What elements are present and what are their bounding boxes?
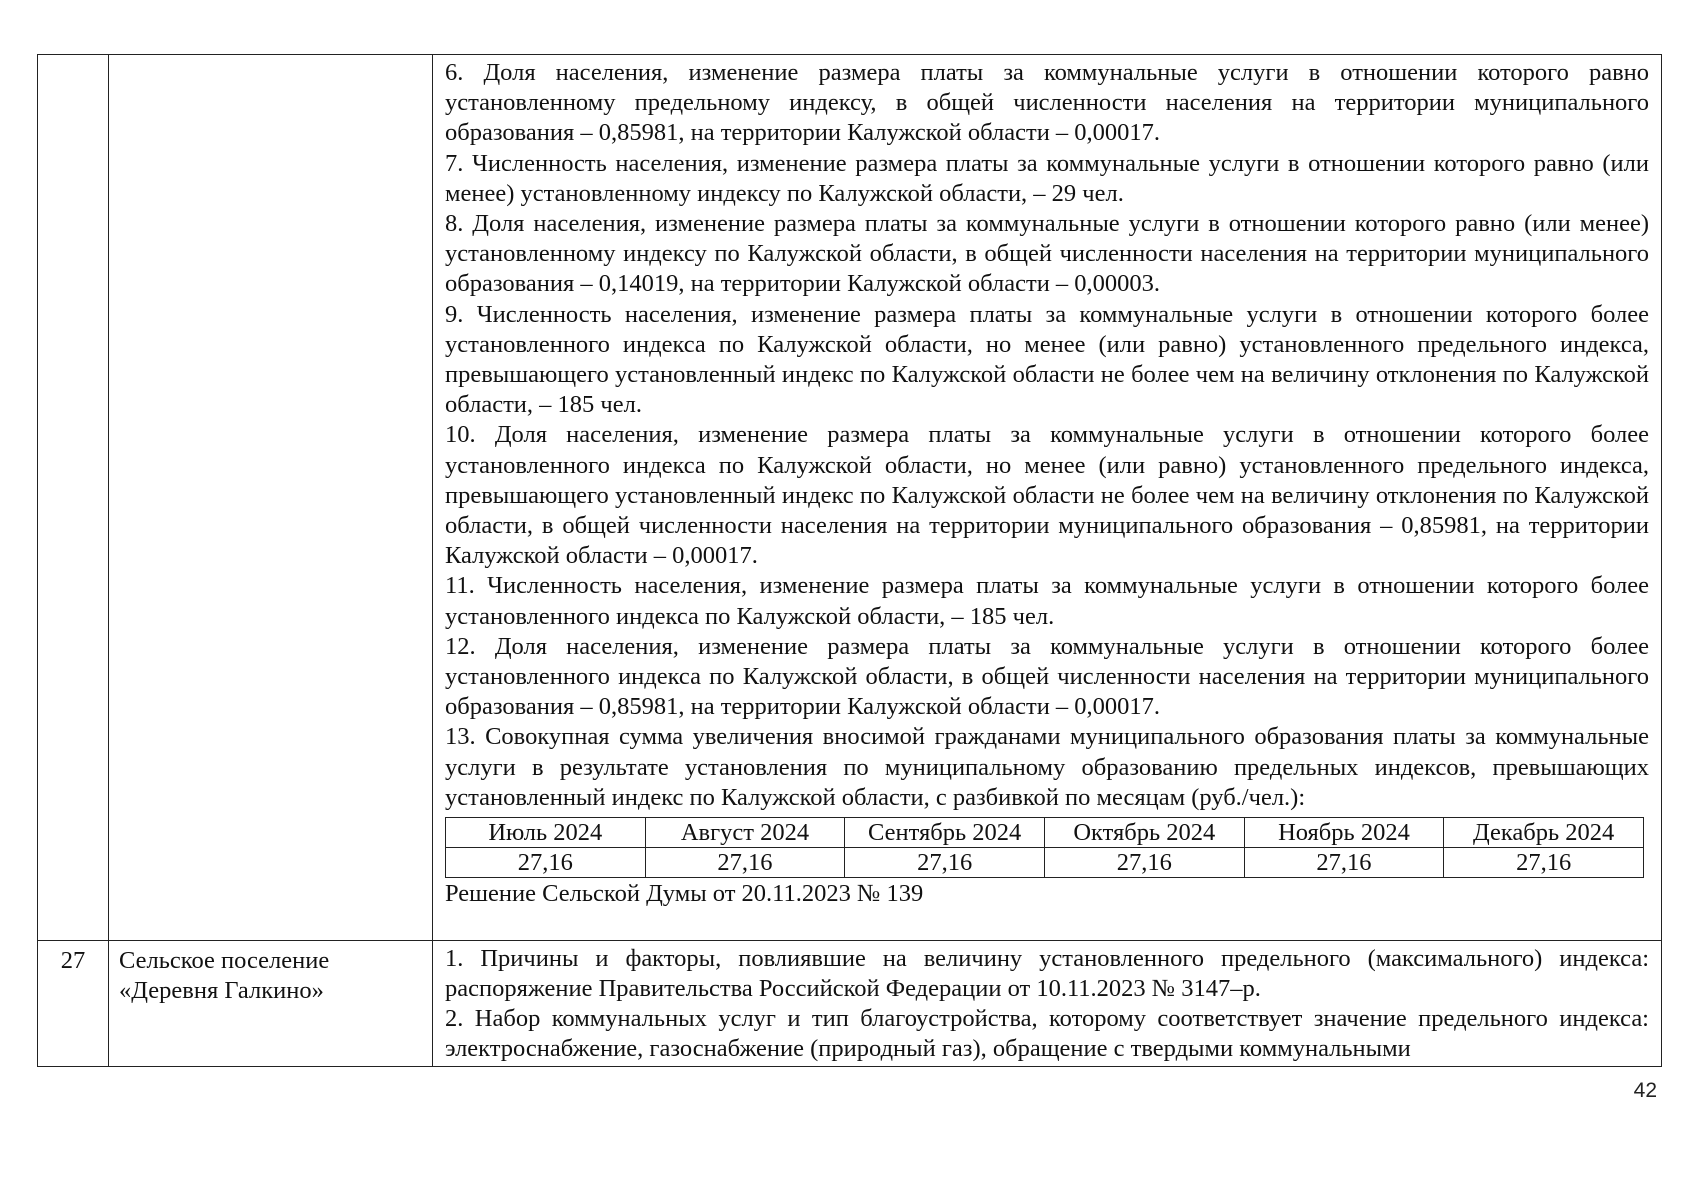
paragraph-1: 1. Причины и факторы, повлиявшие на величину установленного предельного (максимального) индекса: распоряжение Правительства Российской Федерации от 10.11.2023 № 3147–р. bbox=[445, 944, 1649, 1003]
municipality-name-line-2: «Деревня Галкино» bbox=[119, 976, 324, 1004]
municipal-index-table bbox=[37, 54, 1662, 1067]
row-number: 27 bbox=[60, 946, 86, 974]
month-header: Октябрь 2024 bbox=[1044, 818, 1244, 848]
paragraph-2: 2. Набор коммунальных услуг и тип благоустройства, которому соответствует значение предельного индекса: электроснабжение, газоснабжение (природный газ), обращение с твердыми коммунальными bbox=[445, 1005, 1649, 1063]
row-number-cell-empty bbox=[38, 55, 109, 941]
paragraph-12: 12. Доля населения, изменение размера платы за коммунальные услуги в отношении которого более установленного индекса по Калужской области, в общей численности населения на территории муниципального образования – 0,85981, на территории Калужской области – 0,00017. bbox=[445, 632, 1649, 721]
paragraph-9: 9. Численность населения, изменение размера платы за коммунальные услуги в отношении которого более установленного индекса по Калужской области, но менее (или равно) установленного предельного индекса, превышающего установленный индекс по Калужской области не более чем на величину отклонения по Калужской области, – 185 чел. bbox=[445, 300, 1649, 419]
amount-cell: 27,16 bbox=[845, 848, 1045, 878]
amount-cell: 27,16 bbox=[446, 848, 646, 878]
paragraph-11: 11. Численность населения, изменение размера платы за коммунальные услуги в отношении которого более установленного индекса по Калужской области, – 185 чел. bbox=[445, 572, 1649, 630]
paragraph-13: 13. Совокупная сумма увеличения вносимой гражданами муниципального образования платы за коммунальные услуги в результате установления по муниципальному образованию предельных индексов, превышающих установленный индекс по Калужской области, с разбивкой по месяцам (руб./чел.): bbox=[445, 723, 1649, 811]
page-number: 42 bbox=[1633, 1079, 1657, 1102]
amount-cell: 27,16 bbox=[1244, 848, 1444, 878]
monthly-amount-table bbox=[445, 817, 1644, 878]
month-header: Сентябрь 2024 bbox=[845, 818, 1045, 848]
municipality-name-cell bbox=[109, 940, 433, 1066]
amount-cell: 27,16 bbox=[1044, 848, 1244, 878]
details-cell bbox=[433, 940, 1662, 1066]
details-cell bbox=[433, 55, 1662, 941]
municipality-name bbox=[109, 941, 432, 1006]
decision-reference: Решение Сельской Думы от 20.11.2023 № 139 bbox=[445, 880, 924, 908]
month-header: Август 2024 bbox=[645, 818, 845, 848]
paragraph-8: 8. Доля населения, изменение размера платы за коммунальные услуги в отношении которого равно (или менее) установленному индексу по Калужской области, в общей численности населения на территории муниципального образования – 0,14019, на территории Калужской области – 0,00003. bbox=[445, 210, 1649, 298]
month-header: Ноябрь 2024 bbox=[1244, 818, 1444, 848]
table-row-27 bbox=[38, 940, 1662, 1066]
paragraph-10: 10. Доля населения, изменение размера платы за коммунальные услуги в отношении которого более установленного индекса по Калужской области, но менее (или равно) установленного предельного индекса, превышающего установленный индекс по Калужской области не более чем на величину отклонения по Калужской области, в общей численности населения на территории муниципального образования – 0,85981, на территории Калужской области – 0,00017. bbox=[445, 421, 1649, 570]
municipality-name-cell-empty bbox=[109, 55, 433, 941]
month-header-row bbox=[446, 818, 1644, 848]
paragraph-6: 6. Доля населения, изменение размера платы за коммунальные услуги в отношении которого равно установленному предельному индексу, в общей численности населения на территории муниципального образования – 0,85981, на территории Калужской области – 0,00017. bbox=[445, 59, 1649, 147]
paragraph-7: 7. Численность населения, изменение размера платы за коммунальные услуги в отношении которого равно (или менее) установленному индексу по Калужской области, – 29 чел. bbox=[445, 149, 1649, 207]
row-number-cell bbox=[38, 940, 109, 1066]
municipality-name-line-1: Сельское поселение bbox=[119, 946, 330, 974]
month-header: Декабрь 2024 bbox=[1444, 818, 1644, 848]
amount-cell: 27,16 bbox=[1444, 848, 1644, 878]
amount-cell: 27,16 bbox=[645, 848, 845, 878]
month-header: Июль 2024 bbox=[446, 818, 646, 848]
table-row-continuation bbox=[38, 55, 1662, 941]
amount-row bbox=[446, 848, 1644, 878]
